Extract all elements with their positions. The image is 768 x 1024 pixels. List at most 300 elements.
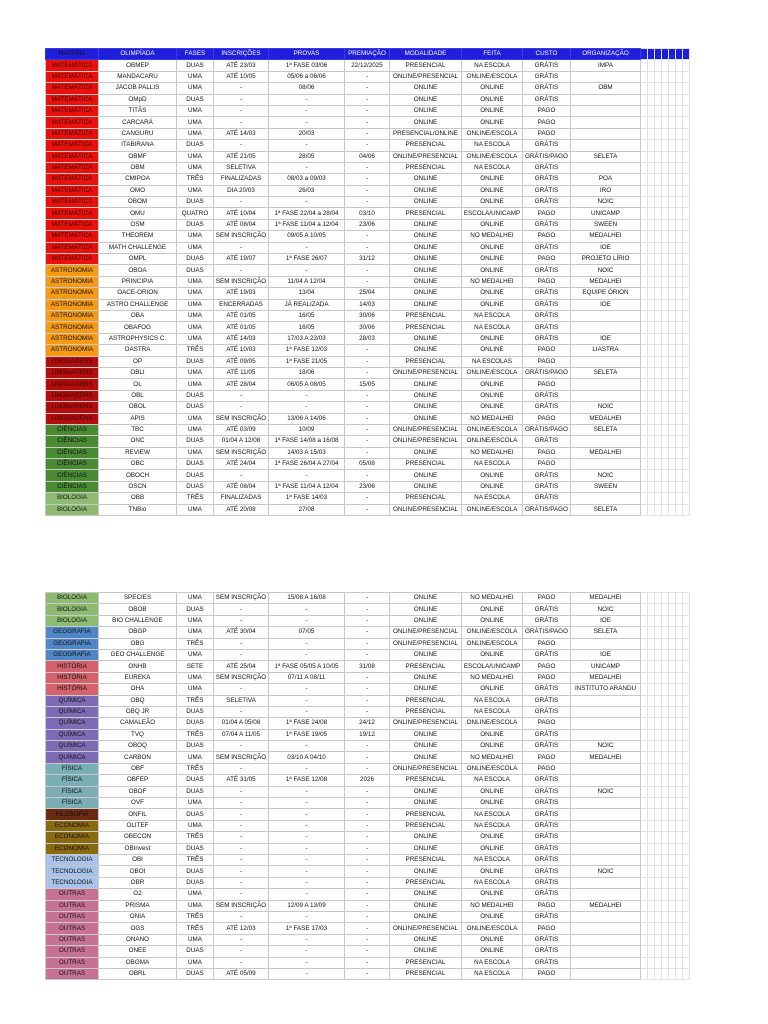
empty-cell [648, 638, 655, 649]
empty-cell [669, 604, 676, 615]
empty-cell [676, 105, 683, 116]
table-row [46, 820, 690, 831]
empty-cell [641, 162, 648, 173]
cell-inscricoes: ATÉ 23/03 [214, 60, 269, 71]
cell-materia: TECNOLOGIA [46, 877, 99, 888]
empty-cell [648, 117, 655, 128]
empty-cell [669, 695, 676, 706]
empty-cell [648, 627, 655, 638]
empty-cell [669, 729, 676, 740]
empty-cell [641, 729, 648, 740]
cell-organizacao: MEDALHEI [571, 276, 641, 287]
cell-feita: NA ESCOLA [462, 140, 523, 151]
empty-cell [641, 402, 648, 413]
cell-olimpiada: OBInvest [99, 843, 177, 854]
cell-fases: UMA [177, 288, 214, 299]
empty-cell [641, 649, 648, 660]
cell-modalidade: PRESENCIAL [390, 140, 462, 151]
cell-organizacao: MEDALHEI [571, 413, 641, 424]
cell-premiacao: 15/05 [345, 379, 390, 390]
table-row [46, 649, 690, 660]
cell-olimpiada: OLITEF [99, 820, 177, 831]
cell-feita: NA ESCOLA [462, 775, 523, 786]
empty-cell [655, 333, 662, 344]
cell-organizacao: SWEEN [571, 481, 641, 492]
empty-cell [655, 254, 662, 265]
cell-premiacao: - [345, 752, 390, 763]
cell-fases: DUAS [177, 786, 214, 797]
cell-inscricoes: ATÉ 14/03 [214, 333, 269, 344]
empty-cell [676, 752, 683, 763]
empty-cell [676, 718, 683, 729]
cell-olimpiada: GEO CHALLENGE [99, 649, 177, 660]
empty-cell [655, 786, 662, 797]
empty-cell [683, 379, 690, 390]
empty-cell [683, 288, 690, 299]
cell-provas: 1ª FASE 11/04 A 12/04 [269, 481, 345, 492]
table-row [46, 402, 690, 413]
cell-olimpiada: OBOF [99, 786, 177, 797]
table-row [46, 854, 690, 865]
empty-cell [655, 105, 662, 116]
cell-custo: GRÁTIS [523, 162, 571, 173]
cell-custo: PAGO [523, 752, 571, 763]
empty-cell [676, 459, 683, 470]
empty-cell [676, 413, 683, 424]
cell-provas: - [269, 809, 345, 820]
cell-modalidade: ONLINE [390, 390, 462, 401]
cell-organizacao: IMPA [571, 60, 641, 71]
cell-modalidade: ONLINE [390, 470, 462, 481]
cell-feita: ONLINE [462, 390, 523, 401]
cell-organizacao: SWEEN [571, 219, 641, 230]
empty-cell [669, 638, 676, 649]
cell-provas: - [269, 197, 345, 208]
cell-modalidade: ONLINE [390, 174, 462, 185]
cell-inscricoes: ATÉ 09/05 [214, 356, 269, 367]
cell-olimpiada: OASTRA [99, 345, 177, 356]
cell-organizacao: MEDALHEI [571, 672, 641, 683]
table-row [46, 322, 690, 333]
cell-feita: ONLINE [462, 197, 523, 208]
cell-feita: ONLINE [462, 254, 523, 265]
empty-cell [662, 447, 669, 458]
empty-cell [676, 627, 683, 638]
cell-feita: ONLINE/ESCOLA [462, 718, 523, 729]
empty-cell [641, 345, 648, 356]
cell-feita: ONLINE [462, 288, 523, 299]
empty-cell [669, 413, 676, 424]
cell-custo: PAGO [523, 672, 571, 683]
empty-cell [676, 504, 683, 515]
empty-cell [683, 413, 690, 424]
cell-provas: - [269, 242, 345, 253]
cell-premiacao: 28/03 [345, 333, 390, 344]
cell-olimpiada: OBQ JR [99, 706, 177, 717]
cell-premiacao: - [345, 185, 390, 196]
cell-inscricoes: ATÉ 10/03 [214, 345, 269, 356]
cell-olimpiada: OBFEP [99, 775, 177, 786]
empty-cell [641, 672, 648, 683]
cell-premiacao: - [345, 832, 390, 843]
cell-organizacao [571, 638, 641, 649]
cell-inscricoes: SEM INSCRIÇÃO [214, 752, 269, 763]
cell-inscricoes: - [214, 615, 269, 626]
cell-modalidade: ONLINE [390, 798, 462, 809]
cell-modalidade: ONLINE/PRESENCIAL [390, 367, 462, 378]
cell-inscricoes: SELETIVA [214, 695, 269, 706]
cell-organizacao: NOIC [571, 265, 641, 276]
cell-feita: ONLINE [462, 265, 523, 276]
empty-cell [641, 493, 648, 504]
cell-feita: ONLINE/ESCOLA [462, 424, 523, 435]
empty-cell [662, 310, 669, 321]
cell-inscricoes: ATÉ 30/04 [214, 627, 269, 638]
cell-feita: NO MEDALHEI [462, 593, 523, 604]
cell-provas: 1ª FASE 19/05 [269, 729, 345, 740]
cell-materia: MATEMÁTICA [46, 83, 99, 94]
cell-feita: NA ESCOLA [462, 809, 523, 820]
table-row [46, 345, 690, 356]
cell-materia: OUTRAS [46, 889, 99, 900]
empty-cell [641, 752, 648, 763]
cell-inscricoes: - [214, 854, 269, 865]
cell-feita: NO MEDALHEI [462, 231, 523, 242]
empty-cell [683, 729, 690, 740]
empty-cell [676, 866, 683, 877]
empty-cell [676, 877, 683, 888]
empty-cell [662, 672, 669, 683]
cell-fases: UMA [177, 379, 214, 390]
cell-custo: GRÁTIS [523, 390, 571, 401]
empty-cell [683, 627, 690, 638]
cell-organizacao: NOIC [571, 197, 641, 208]
cell-fases: DUAS [177, 809, 214, 820]
empty-cell [669, 162, 676, 173]
empty-cell [683, 390, 690, 401]
table-row [46, 504, 690, 515]
cell-feita: ONLINE/ESCOLA [462, 638, 523, 649]
cell-provas: 1ª FASE 05/05 A 10/05 [269, 661, 345, 672]
cell-custo: GRÁTIS [523, 242, 571, 253]
cell-feita: ONLINE/ESCOLA [462, 128, 523, 139]
cell-materia: OUTRAS [46, 934, 99, 945]
empty-cell [655, 957, 662, 968]
empty-cell [655, 752, 662, 763]
cell-custo: GRÁTIS [523, 94, 571, 105]
cell-custo: GRÁTIS [523, 493, 571, 504]
cell-olimpiada: OSM [99, 219, 177, 230]
empty-cell [683, 843, 690, 854]
cell-materia: MATEMÁTICA [46, 197, 99, 208]
cell-custo: GRÁTIS [523, 60, 571, 71]
empty-cell [655, 436, 662, 447]
empty-cell [669, 105, 676, 116]
cell-custo: PAGO [523, 379, 571, 390]
cell-feita: ONLINE [462, 117, 523, 128]
table-row [46, 265, 690, 276]
cell-provas: 09/05 A 10/05 [269, 231, 345, 242]
cell-premiacao: - [345, 504, 390, 515]
empty-cell [655, 877, 662, 888]
cell-provas: - [269, 117, 345, 128]
cell-fases: UMA [177, 231, 214, 242]
empty-cell [683, 117, 690, 128]
empty-cell [683, 900, 690, 911]
empty-cell [669, 854, 676, 865]
cell-materia: CIÊNCIAS [46, 447, 99, 458]
cell-custo: GRÁTIS/PAGO [523, 504, 571, 515]
empty-cell [676, 333, 683, 344]
cell-materia: OUTRAS [46, 923, 99, 934]
cell-provas: 15/08 A 16/08 [269, 593, 345, 604]
cell-fases: UMA [177, 957, 214, 968]
cell-feita: NA ESCOLA [462, 877, 523, 888]
empty-cell [655, 706, 662, 717]
cell-modalidade: ONLINE [390, 866, 462, 877]
empty-cell [641, 604, 648, 615]
cell-premiacao: - [345, 470, 390, 481]
cell-modalidade: ONLINE [390, 333, 462, 344]
empty-cell [662, 493, 669, 504]
empty-cell [676, 615, 683, 626]
empty-cell [662, 322, 669, 333]
empty-cell [662, 923, 669, 934]
cell-olimpiada: OBOA [99, 265, 177, 276]
empty-cell [655, 763, 662, 774]
empty-cell [683, 94, 690, 105]
cell-olimpiada: JACOB PALLIS [99, 83, 177, 94]
cell-organizacao: NOIC [571, 402, 641, 413]
cell-olimpiada: OBGP [99, 627, 177, 638]
table-row [46, 706, 690, 717]
cell-materia: CIÊNCIAS [46, 459, 99, 470]
cell-fases: UMA [177, 242, 214, 253]
table-row [46, 299, 690, 310]
empty-cell [655, 481, 662, 492]
empty-cell [676, 889, 683, 900]
cell-provas: - [269, 741, 345, 752]
cell-organizacao: IOE [571, 649, 641, 660]
cell-premiacao: - [345, 276, 390, 287]
empty-cell [662, 242, 669, 253]
empty-cell [676, 71, 683, 82]
cell-materia: MATEMÁTICA [46, 140, 99, 151]
cell-premiacao: - [345, 128, 390, 139]
empty-cell [641, 504, 648, 515]
cell-organizacao [571, 695, 641, 706]
cell-olimpiada: OBECON [99, 832, 177, 843]
empty-cell [655, 162, 662, 173]
cell-materia: ASTRONOMIA [46, 288, 99, 299]
empty-cell [662, 866, 669, 877]
cell-provas: 07/05 [269, 627, 345, 638]
empty-cell [648, 459, 655, 470]
empty-cell [641, 627, 648, 638]
table-row [46, 946, 690, 957]
cell-feita: ONLINE [462, 934, 523, 945]
cell-inscricoes: - [214, 470, 269, 481]
empty-cell [683, 49, 690, 60]
cell-organizacao [571, 889, 641, 900]
cell-olimpiada: ASTRO CHALLENGE [99, 299, 177, 310]
header-materia: MATÉRIA [46, 49, 99, 60]
cell-provas: 1ª FASE 22/04 a 28/04 [269, 208, 345, 219]
empty-cell [648, 49, 655, 60]
empty-cell [662, 809, 669, 820]
cell-materia: CIÊNCIAS [46, 436, 99, 447]
olympiad-table-page-2 [45, 592, 690, 980]
empty-cell [676, 231, 683, 242]
empty-cell [641, 798, 648, 809]
cell-materia: LINGUAGENS [46, 379, 99, 390]
cell-inscricoes: ATÉ 10/05 [214, 71, 269, 82]
cell-custo: GRÁTIS/PAGO [523, 627, 571, 638]
empty-cell [683, 459, 690, 470]
empty-cell [648, 604, 655, 615]
cell-materia: ECONOMIA [46, 832, 99, 843]
empty-cell [662, 345, 669, 356]
cell-provas: JÁ REALIZADA [269, 299, 345, 310]
cell-premiacao: 23/06 [345, 219, 390, 230]
cell-inscricoes: - [214, 83, 269, 94]
cell-fases: UMA [177, 322, 214, 333]
cell-olimpiada: MANDACARU [99, 71, 177, 82]
empty-cell [641, 310, 648, 321]
table-row [46, 672, 690, 683]
cell-provas: 1ª FASE 11/04 a 12/04 [269, 219, 345, 230]
table-row [46, 638, 690, 649]
cell-organizacao [571, 934, 641, 945]
cell-modalidade: ONLINE [390, 288, 462, 299]
empty-cell [641, 231, 648, 242]
cell-provas: 1ª FASE 03/06 [269, 60, 345, 71]
empty-cell [662, 775, 669, 786]
empty-cell [655, 934, 662, 945]
empty-cell [662, 254, 669, 265]
empty-cell [655, 627, 662, 638]
empty-cell [655, 83, 662, 94]
empty-cell [662, 763, 669, 774]
cell-materia: MATEMÁTICA [46, 231, 99, 242]
empty-cell [683, 718, 690, 729]
empty-cell [662, 684, 669, 695]
empty-cell [648, 242, 655, 253]
cell-custo: GRÁTIS [523, 436, 571, 447]
empty-cell [648, 923, 655, 934]
header-inscricoes: INSCRIÇÕES [214, 49, 269, 60]
cell-inscricoes: - [214, 934, 269, 945]
cell-inscricoes: DIA 20/03 [214, 185, 269, 196]
cell-fases: UMA [177, 504, 214, 515]
empty-cell [669, 661, 676, 672]
cell-organizacao [571, 775, 641, 786]
cell-feita: NO MEDALHEI [462, 672, 523, 683]
empty-cell [676, 367, 683, 378]
empty-cell [662, 820, 669, 831]
empty-cell [669, 49, 676, 60]
cell-olimpiada: OBOB [99, 604, 177, 615]
cell-olimpiada: OBOL [99, 402, 177, 413]
table-row [46, 661, 690, 672]
cell-premiacao: - [345, 923, 390, 934]
cell-inscricoes: SELETIVA [214, 162, 269, 173]
cell-provas: - [269, 798, 345, 809]
cell-modalidade: ONLINE [390, 447, 462, 458]
empty-cell [655, 140, 662, 151]
cell-materia: ASTRONOMIA [46, 265, 99, 276]
empty-cell [655, 593, 662, 604]
cell-fases: UMA [177, 117, 214, 128]
empty-cell [676, 265, 683, 276]
cell-inscricoes: 07/04 A 11/05 [214, 729, 269, 740]
cell-feita: ONLINE/ESCOLA [462, 151, 523, 162]
empty-cell [669, 775, 676, 786]
table-row [46, 424, 690, 435]
cell-olimpiada: OBB [99, 493, 177, 504]
cell-custo: GRÁTIS [523, 741, 571, 752]
cell-materia: MATEMÁTICA [46, 117, 99, 128]
cell-premiacao: - [345, 140, 390, 151]
empty-cell [683, 60, 690, 71]
empty-cell [683, 504, 690, 515]
cell-provas: 1ª FASE 21/05 [269, 356, 345, 367]
cell-inscricoes: ATÉ 19/03 [214, 288, 269, 299]
table-row [46, 741, 690, 752]
cell-premiacao: 19/12 [345, 729, 390, 740]
cell-provas: - [269, 911, 345, 922]
empty-cell [655, 718, 662, 729]
cell-materia: ASTRONOMIA [46, 310, 99, 321]
cell-organizacao: SELETA [571, 627, 641, 638]
table-row [46, 208, 690, 219]
cell-materia: LINGUAGENS [46, 402, 99, 413]
cell-provas: 17/03 A 23/03 [269, 333, 345, 344]
cell-olimpiada: ONIA [99, 911, 177, 922]
cell-feita: NO MEDALHEI [462, 900, 523, 911]
cell-olimpiada: OBAFOG [99, 322, 177, 333]
cell-modalidade: ONLINE [390, 83, 462, 94]
cell-custo: GRÁTIS [523, 197, 571, 208]
empty-cell [676, 843, 683, 854]
cell-modalidade: ONLINE/PRESENCIAL [390, 436, 462, 447]
cell-fases: UMA [177, 447, 214, 458]
empty-cell [648, 356, 655, 367]
cell-feita: ESCOLA/UNICAMP [462, 208, 523, 219]
cell-custo: GRÁTIS [523, 299, 571, 310]
cell-feita: ONLINE [462, 911, 523, 922]
cell-feita: ONLINE [462, 379, 523, 390]
header-organizacao: ORGANIZAÇÃO [571, 49, 641, 60]
empty-cell [641, 208, 648, 219]
cell-fases: DUAS [177, 877, 214, 888]
cell-provas: 18/06 [269, 367, 345, 378]
cell-custo: PAGO [523, 459, 571, 470]
empty-cell [641, 763, 648, 774]
cell-olimpiada: THEOREM [99, 231, 177, 242]
cell-provas: 13/06 A 14/06 [269, 413, 345, 424]
cell-premiacao: - [345, 934, 390, 945]
cell-fases: TRÊS [177, 695, 214, 706]
empty-cell [648, 197, 655, 208]
cell-olimpiada: OBMEP [99, 60, 177, 71]
empty-cell [655, 615, 662, 626]
empty-cell [683, 775, 690, 786]
cell-custo: PAGO [523, 900, 571, 911]
cell-custo: GRÁTIS [523, 333, 571, 344]
cell-provas: - [269, 946, 345, 957]
cell-custo: PAGO [523, 254, 571, 265]
